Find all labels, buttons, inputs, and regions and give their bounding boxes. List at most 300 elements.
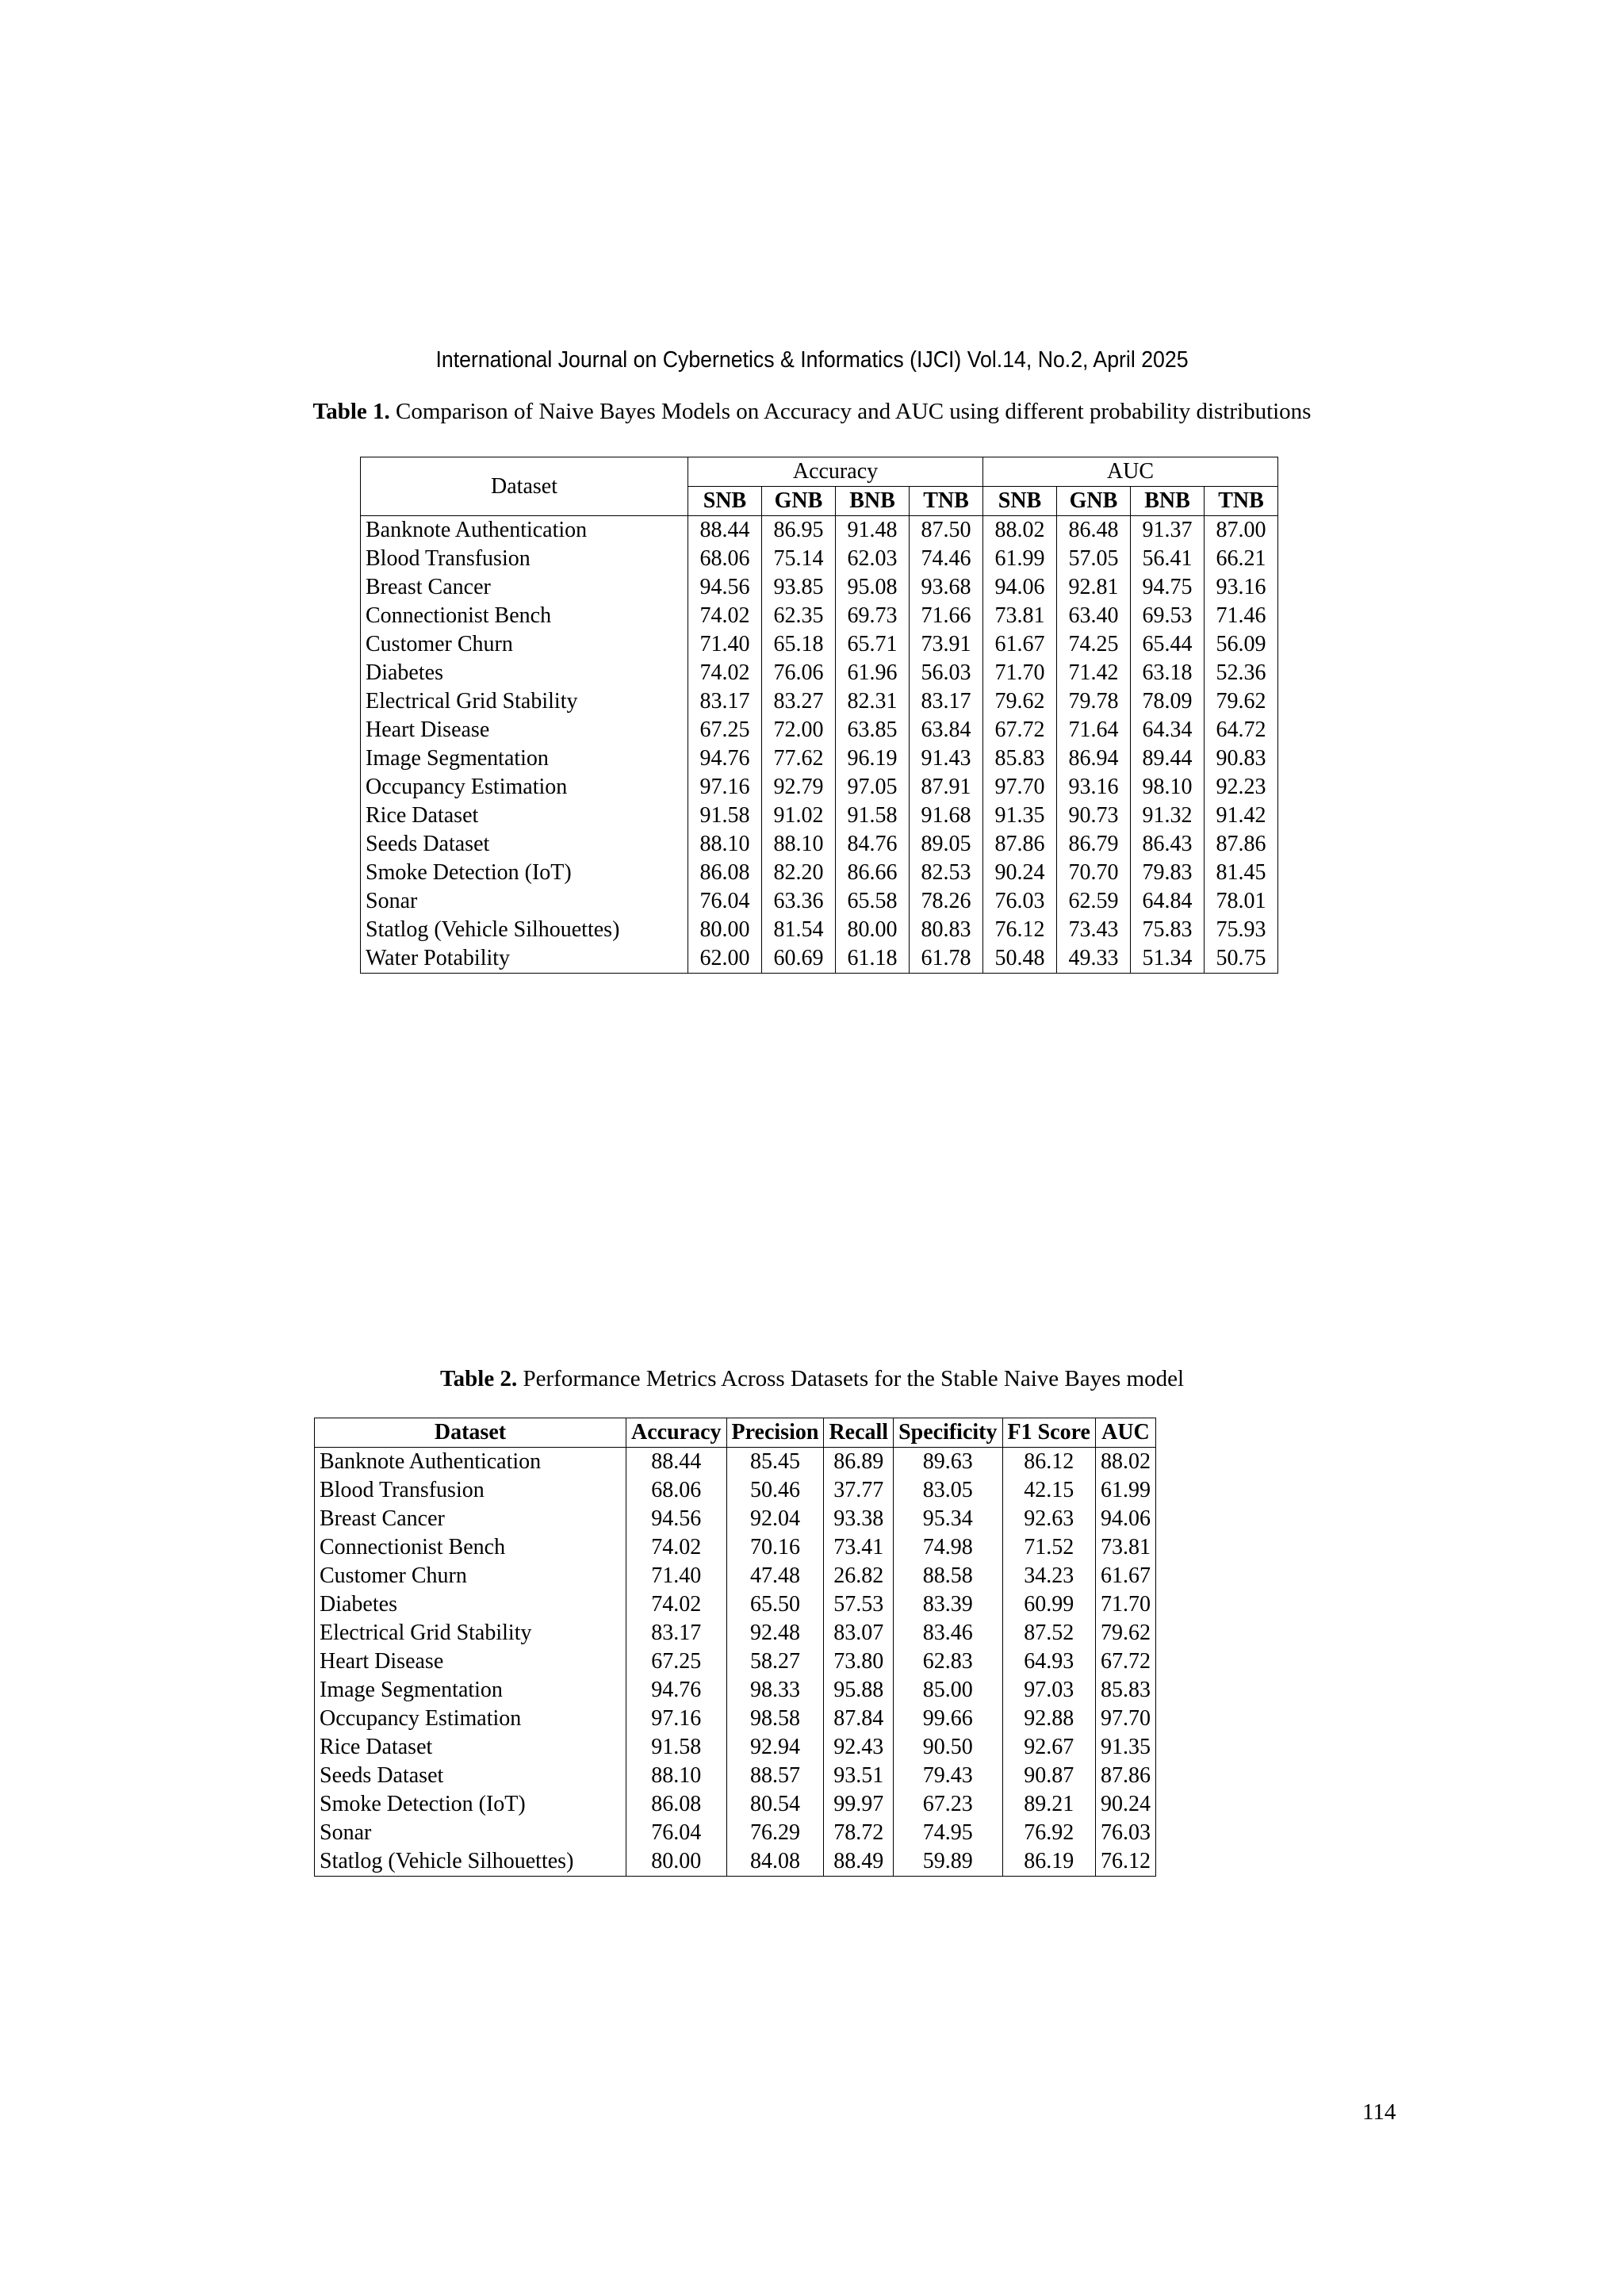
value-cell: 76.03	[1095, 1819, 1155, 1847]
value-cell: 95.08	[836, 573, 910, 602]
value-cell: 94.76	[626, 1676, 727, 1705]
value-cell: 88.10	[688, 830, 762, 859]
table2-header-accuracy: Accuracy	[626, 1418, 727, 1448]
dataset-name: Smoke Detection (IoT)	[361, 859, 688, 887]
value-cell: 62.83	[894, 1647, 1002, 1676]
dataset-name: Electrical Grid Stability	[315, 1619, 626, 1647]
table1-subheader: GNB	[1057, 487, 1131, 516]
table2-caption-text: Performance Metrics Across Datasets for the Stable Naive Bayes model	[523, 1366, 1184, 1391]
dataset-name: Heart Disease	[361, 716, 688, 744]
table1-subheader: SNB	[983, 487, 1057, 516]
dataset-name: Connectionist Bench	[361, 602, 688, 630]
value-cell: 82.31	[836, 687, 910, 716]
value-cell: 76.92	[1002, 1819, 1095, 1847]
value-cell: 85.83	[983, 744, 1057, 773]
value-cell: 91.58	[688, 802, 762, 830]
value-cell: 91.32	[1131, 802, 1205, 830]
value-cell: 90.87	[1002, 1762, 1095, 1790]
value-cell: 76.04	[688, 887, 762, 916]
value-cell: 91.48	[836, 516, 910, 545]
table-row	[361, 773, 1278, 802]
value-cell: 71.46	[1205, 602, 1278, 630]
value-cell: 70.70	[1057, 859, 1131, 887]
dataset-name: Rice Dataset	[361, 802, 688, 830]
value-cell: 88.44	[688, 516, 762, 545]
value-cell: 86.08	[688, 859, 762, 887]
value-cell: 74.02	[626, 1590, 727, 1619]
value-cell: 92.94	[726, 1733, 824, 1762]
value-cell: 93.38	[824, 1505, 894, 1533]
value-cell: 87.86	[983, 830, 1057, 859]
value-cell: 85.00	[894, 1676, 1002, 1705]
value-cell: 37.77	[824, 1476, 894, 1505]
value-cell: 97.70	[1095, 1705, 1155, 1733]
value-cell: 73.80	[824, 1647, 894, 1676]
table-row	[361, 602, 1278, 630]
dataset-name: Banknote Authentication	[315, 1448, 626, 1477]
value-cell: 83.17	[910, 687, 983, 716]
table2-caption	[0, 1366, 1624, 1392]
table-row	[361, 802, 1278, 830]
value-cell: 64.34	[1131, 716, 1205, 744]
value-cell: 74.02	[626, 1533, 727, 1562]
value-cell: 75.83	[1131, 916, 1205, 944]
value-cell: 86.94	[1057, 744, 1131, 773]
value-cell: 64.84	[1131, 887, 1205, 916]
table1-group-auc: AUC	[983, 457, 1278, 487]
dataset-name: Blood Transfusion	[361, 545, 688, 573]
value-cell: 51.34	[1131, 944, 1205, 974]
value-cell: 80.00	[836, 916, 910, 944]
journal-header: International Journal on Cybernetics & Informatics (IJCI) Vol.14, No.2, April 2025	[435, 347, 1189, 373]
value-cell: 79.83	[1131, 859, 1205, 887]
table-row	[361, 830, 1278, 859]
value-cell: 86.12	[1002, 1448, 1095, 1477]
value-cell: 85.45	[726, 1448, 824, 1477]
table1-body	[361, 516, 1278, 974]
value-cell: 91.58	[626, 1733, 727, 1762]
table2-header-recall: Recall	[824, 1418, 894, 1448]
dataset-name: Water Potability	[361, 944, 688, 974]
value-cell: 88.44	[626, 1448, 727, 1477]
value-cell: 60.69	[762, 944, 836, 974]
table2-header-auc: AUC	[1095, 1418, 1155, 1448]
value-cell: 68.06	[626, 1476, 727, 1505]
value-cell: 97.03	[1002, 1676, 1095, 1705]
value-cell: 74.25	[1057, 630, 1131, 659]
table-row	[315, 1847, 1156, 1877]
table-row	[315, 1533, 1156, 1562]
dataset-name: Diabetes	[315, 1590, 626, 1619]
value-cell: 61.78	[910, 944, 983, 974]
dataset-name: Customer Churn	[361, 630, 688, 659]
value-cell: 26.82	[824, 1562, 894, 1590]
value-cell: 67.72	[1095, 1647, 1155, 1676]
value-cell: 90.73	[1057, 802, 1131, 830]
value-cell: 89.44	[1131, 744, 1205, 773]
value-cell: 88.10	[762, 830, 836, 859]
value-cell: 70.16	[726, 1533, 824, 1562]
dataset-name: Statlog (Vehicle Silhouettes)	[361, 916, 688, 944]
value-cell: 62.59	[1057, 887, 1131, 916]
table-row	[361, 716, 1278, 744]
value-cell: 98.33	[726, 1676, 824, 1705]
value-cell: 93.16	[1057, 773, 1131, 802]
table-row	[361, 944, 1278, 974]
table1-subheader: SNB	[688, 487, 762, 516]
value-cell: 71.42	[1057, 659, 1131, 687]
value-cell: 65.50	[726, 1590, 824, 1619]
value-cell: 56.09	[1205, 630, 1278, 659]
table-row	[361, 573, 1278, 602]
table2-body	[315, 1448, 1156, 1877]
value-cell: 91.42	[1205, 802, 1278, 830]
table2-header-precision: Precision	[726, 1418, 824, 1448]
value-cell: 93.85	[762, 573, 836, 602]
value-cell: 83.27	[762, 687, 836, 716]
value-cell: 72.00	[762, 716, 836, 744]
value-cell: 79.62	[1095, 1619, 1155, 1647]
value-cell: 89.63	[894, 1448, 1002, 1477]
value-cell: 91.58	[836, 802, 910, 830]
value-cell: 81.45	[1205, 859, 1278, 887]
dataset-name: Image Segmentation	[361, 744, 688, 773]
value-cell: 91.68	[910, 802, 983, 830]
value-cell: 80.83	[910, 916, 983, 944]
value-cell: 83.39	[894, 1590, 1002, 1619]
table1-caption-label: Table 1.	[312, 399, 390, 424]
value-cell: 87.84	[824, 1705, 894, 1733]
value-cell: 64.93	[1002, 1647, 1095, 1676]
value-cell: 91.35	[983, 802, 1057, 830]
value-cell: 87.00	[1205, 516, 1278, 545]
value-cell: 67.25	[626, 1647, 727, 1676]
table-row	[315, 1590, 1156, 1619]
value-cell: 82.53	[910, 859, 983, 887]
value-cell: 99.66	[894, 1705, 1002, 1733]
table1-caption	[0, 399, 1624, 425]
value-cell: 74.02	[688, 602, 762, 630]
value-cell: 76.29	[726, 1819, 824, 1847]
value-cell: 61.18	[836, 944, 910, 974]
value-cell: 88.57	[726, 1762, 824, 1790]
value-cell: 99.97	[824, 1790, 894, 1819]
value-cell: 69.73	[836, 602, 910, 630]
value-cell: 94.56	[688, 573, 762, 602]
value-cell: 67.25	[688, 716, 762, 744]
table-row	[315, 1762, 1156, 1790]
value-cell: 78.26	[910, 887, 983, 916]
value-cell: 78.72	[824, 1819, 894, 1847]
value-cell: 87.91	[910, 773, 983, 802]
value-cell: 63.40	[1057, 602, 1131, 630]
value-cell: 62.35	[762, 602, 836, 630]
dataset-name: Connectionist Bench	[315, 1533, 626, 1562]
value-cell: 80.00	[688, 916, 762, 944]
value-cell: 76.04	[626, 1819, 727, 1847]
dataset-name: Statlog (Vehicle Silhouettes)	[315, 1847, 626, 1877]
value-cell: 61.67	[983, 630, 1057, 659]
value-cell: 92.79	[762, 773, 836, 802]
value-cell: 83.07	[824, 1619, 894, 1647]
table2	[314, 1418, 1156, 1877]
value-cell: 86.48	[1057, 516, 1131, 545]
value-cell: 49.33	[1057, 944, 1131, 974]
table-row	[315, 1676, 1156, 1705]
value-cell: 84.08	[726, 1847, 824, 1877]
table-row	[315, 1733, 1156, 1762]
table-row	[361, 687, 1278, 716]
value-cell: 84.76	[836, 830, 910, 859]
value-cell: 88.58	[894, 1562, 1002, 1590]
value-cell: 90.24	[1095, 1790, 1155, 1819]
table1-subheader: TNB	[910, 487, 983, 516]
value-cell: 61.96	[836, 659, 910, 687]
value-cell: 87.86	[1095, 1762, 1155, 1790]
value-cell: 80.00	[626, 1847, 727, 1877]
value-cell: 63.84	[910, 716, 983, 744]
dataset-name: Electrical Grid Stability	[361, 687, 688, 716]
value-cell: 82.20	[762, 859, 836, 887]
table-row	[361, 545, 1278, 573]
value-cell: 86.89	[824, 1448, 894, 1477]
value-cell: 61.67	[1095, 1562, 1155, 1590]
value-cell: 63.18	[1131, 659, 1205, 687]
table-row	[361, 916, 1278, 944]
value-cell: 69.53	[1131, 602, 1205, 630]
value-cell: 87.52	[1002, 1619, 1095, 1647]
value-cell: 89.05	[910, 830, 983, 859]
value-cell: 71.52	[1002, 1533, 1095, 1562]
value-cell: 71.40	[626, 1562, 727, 1590]
value-cell: 78.09	[1131, 687, 1205, 716]
value-cell: 67.23	[894, 1790, 1002, 1819]
value-cell: 68.06	[688, 545, 762, 573]
value-cell: 76.12	[1095, 1847, 1155, 1877]
value-cell: 50.46	[726, 1476, 824, 1505]
value-cell: 97.70	[983, 773, 1057, 802]
value-cell: 94.06	[1095, 1505, 1155, 1533]
table-row	[315, 1705, 1156, 1733]
dataset-name: Occupancy Estimation	[315, 1705, 626, 1733]
value-cell: 75.14	[762, 545, 836, 573]
value-cell: 75.93	[1205, 916, 1278, 944]
value-cell: 71.40	[688, 630, 762, 659]
value-cell: 73.91	[910, 630, 983, 659]
value-cell: 92.48	[726, 1619, 824, 1647]
value-cell: 71.66	[910, 602, 983, 630]
value-cell: 86.08	[626, 1790, 727, 1819]
table1-subheader: TNB	[1205, 487, 1278, 516]
value-cell: 98.58	[726, 1705, 824, 1733]
value-cell: 92.67	[1002, 1733, 1095, 1762]
value-cell: 91.35	[1095, 1733, 1155, 1762]
value-cell: 98.10	[1131, 773, 1205, 802]
value-cell: 76.12	[983, 916, 1057, 944]
dataset-name: Seeds Dataset	[361, 830, 688, 859]
value-cell: 50.75	[1205, 944, 1278, 974]
value-cell: 94.75	[1131, 573, 1205, 602]
table-row	[315, 1790, 1156, 1819]
value-cell: 71.70	[1095, 1590, 1155, 1619]
value-cell: 65.58	[836, 887, 910, 916]
value-cell: 86.19	[1002, 1847, 1095, 1877]
value-cell: 74.95	[894, 1819, 1002, 1847]
dataset-name: Customer Churn	[315, 1562, 626, 1590]
value-cell: 63.85	[836, 716, 910, 744]
value-cell: 90.24	[983, 859, 1057, 887]
value-cell: 63.36	[762, 887, 836, 916]
value-cell: 86.43	[1131, 830, 1205, 859]
value-cell: 94.06	[983, 573, 1057, 602]
value-cell: 77.62	[762, 744, 836, 773]
value-cell: 86.66	[836, 859, 910, 887]
value-cell: 73.43	[1057, 916, 1131, 944]
value-cell: 88.49	[824, 1847, 894, 1877]
dataset-name: Sonar	[361, 887, 688, 916]
dataset-name: Breast Cancer	[315, 1505, 626, 1533]
value-cell: 47.48	[726, 1562, 824, 1590]
dataset-name: Breast Cancer	[361, 573, 688, 602]
value-cell: 61.99	[1095, 1476, 1155, 1505]
value-cell: 83.46	[894, 1619, 1002, 1647]
value-cell: 86.95	[762, 516, 836, 545]
value-cell: 94.56	[626, 1505, 727, 1533]
value-cell: 73.41	[824, 1533, 894, 1562]
value-cell: 80.54	[726, 1790, 824, 1819]
table1-subheader: GNB	[762, 487, 836, 516]
value-cell: 74.98	[894, 1533, 1002, 1562]
value-cell: 56.03	[910, 659, 983, 687]
value-cell: 95.88	[824, 1676, 894, 1705]
value-cell: 95.34	[894, 1505, 1002, 1533]
dataset-name: Rice Dataset	[315, 1733, 626, 1762]
dataset-name: Diabetes	[361, 659, 688, 687]
value-cell: 61.99	[983, 545, 1057, 573]
value-cell: 96.19	[836, 744, 910, 773]
dataset-name: Seeds Dataset	[315, 1762, 626, 1790]
value-cell: 92.63	[1002, 1505, 1095, 1533]
table1	[360, 457, 1278, 974]
value-cell: 93.16	[1205, 573, 1278, 602]
value-cell: 74.02	[688, 659, 762, 687]
table2-header-dataset: Dataset	[315, 1418, 626, 1448]
value-cell: 83.17	[688, 687, 762, 716]
value-cell: 71.64	[1057, 716, 1131, 744]
value-cell: 52.36	[1205, 659, 1278, 687]
table-row	[315, 1476, 1156, 1505]
value-cell: 91.02	[762, 802, 836, 830]
dataset-name: Sonar	[315, 1819, 626, 1847]
table2-header-specificity: Specificity	[894, 1418, 1002, 1448]
value-cell: 65.18	[762, 630, 836, 659]
dataset-name: Blood Transfusion	[315, 1476, 626, 1505]
table-row	[315, 1448, 1156, 1477]
value-cell: 56.41	[1131, 545, 1205, 573]
value-cell: 74.46	[910, 545, 983, 573]
value-cell: 50.48	[983, 944, 1057, 974]
value-cell: 76.03	[983, 887, 1057, 916]
table2-caption-label: Table 2.	[440, 1366, 518, 1391]
table1-subheader: BNB	[836, 487, 910, 516]
dataset-name: Image Segmentation	[315, 1676, 626, 1705]
value-cell: 79.78	[1057, 687, 1131, 716]
value-cell: 88.02	[1095, 1448, 1155, 1477]
value-cell: 62.03	[836, 545, 910, 573]
page-number: 114	[1362, 2099, 1396, 2125]
table-row	[315, 1647, 1156, 1676]
value-cell: 65.44	[1131, 630, 1205, 659]
table2-header-f1-score: F1 Score	[1002, 1418, 1095, 1448]
value-cell: 71.70	[983, 659, 1057, 687]
value-cell: 85.83	[1095, 1676, 1155, 1705]
value-cell: 65.71	[836, 630, 910, 659]
table-row	[315, 1562, 1156, 1590]
value-cell: 59.89	[894, 1847, 1002, 1877]
value-cell: 91.37	[1131, 516, 1205, 545]
value-cell: 83.17	[626, 1619, 727, 1647]
value-cell: 57.53	[824, 1590, 894, 1619]
value-cell: 92.81	[1057, 573, 1131, 602]
table-row	[361, 887, 1278, 916]
table-row	[315, 1819, 1156, 1847]
value-cell: 76.06	[762, 659, 836, 687]
table1-dataset-header: Dataset	[361, 457, 688, 516]
value-cell: 92.43	[824, 1733, 894, 1762]
dataset-name: Heart Disease	[315, 1647, 626, 1676]
value-cell: 42.15	[1002, 1476, 1095, 1505]
value-cell: 86.79	[1057, 830, 1131, 859]
value-cell: 97.16	[626, 1705, 727, 1733]
dataset-name: Banknote Authentication	[361, 516, 688, 545]
value-cell: 58.27	[726, 1647, 824, 1676]
value-cell: 87.86	[1205, 830, 1278, 859]
value-cell: 93.68	[910, 573, 983, 602]
table1-group-accuracy: Accuracy	[688, 457, 983, 487]
value-cell: 91.43	[910, 744, 983, 773]
value-cell: 79.43	[894, 1762, 1002, 1790]
value-cell: 66.21	[1205, 545, 1278, 573]
value-cell: 79.62	[983, 687, 1057, 716]
value-cell: 73.81	[983, 602, 1057, 630]
value-cell: 88.02	[983, 516, 1057, 545]
value-cell: 60.99	[1002, 1590, 1095, 1619]
value-cell: 78.01	[1205, 887, 1278, 916]
value-cell: 94.76	[688, 744, 762, 773]
table-row	[361, 516, 1278, 545]
value-cell: 93.51	[824, 1762, 894, 1790]
value-cell: 92.88	[1002, 1705, 1095, 1733]
value-cell: 79.62	[1205, 687, 1278, 716]
value-cell: 83.05	[894, 1476, 1002, 1505]
table-row	[361, 659, 1278, 687]
table-row	[361, 630, 1278, 659]
dataset-name: Smoke Detection (IoT)	[315, 1790, 626, 1819]
value-cell: 73.81	[1095, 1533, 1155, 1562]
dataset-name: Occupancy Estimation	[361, 773, 688, 802]
table1-subheader: BNB	[1131, 487, 1205, 516]
value-cell: 92.23	[1205, 773, 1278, 802]
value-cell: 88.10	[626, 1762, 727, 1790]
table-row	[315, 1619, 1156, 1647]
value-cell: 57.05	[1057, 545, 1131, 573]
value-cell: 90.50	[894, 1733, 1002, 1762]
value-cell: 97.16	[688, 773, 762, 802]
table-row	[361, 859, 1278, 887]
value-cell: 87.50	[910, 516, 983, 545]
value-cell: 81.54	[762, 916, 836, 944]
value-cell: 90.83	[1205, 744, 1278, 773]
